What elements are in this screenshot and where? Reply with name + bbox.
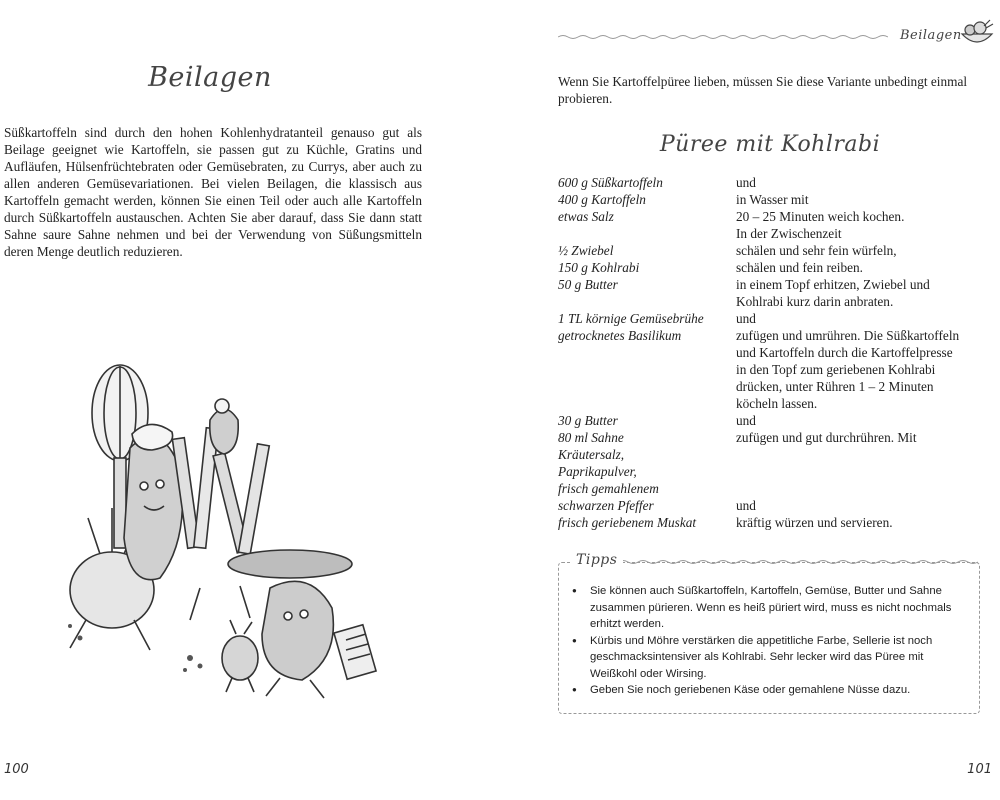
running-header: Beilagen xyxy=(900,28,962,43)
instruction: in Wasser mit xyxy=(736,192,809,207)
recipe-row xyxy=(558,310,982,327)
ingredient: 50 g Butter xyxy=(558,277,618,292)
instruction: und xyxy=(736,311,756,326)
ingredient xyxy=(558,225,736,242)
recipe-row xyxy=(558,259,982,276)
instruction: in einem Topf erhitzen, Zwiebel und xyxy=(736,277,930,292)
recipe-title: Püree mit Kohlrabi xyxy=(659,132,881,157)
vegetable-characters-illustration xyxy=(40,358,400,703)
page-number-left: 100 xyxy=(4,762,29,777)
recipe-row xyxy=(558,412,982,429)
ingredient: getrocknetes Basilikum xyxy=(558,328,682,343)
recipe-row xyxy=(558,327,982,344)
ingredient: frisch geriebenem Muskat xyxy=(558,515,697,530)
recipe-row xyxy=(558,514,982,531)
instruction: und xyxy=(736,175,756,190)
instruction: kräftig würzen und servieren. xyxy=(736,515,893,530)
recipe-steps xyxy=(558,174,982,531)
header-wavy-line xyxy=(558,32,888,42)
recipe-row xyxy=(558,497,982,514)
ingredient: 600 g Süßkartoffeln xyxy=(558,175,663,190)
instruction: schälen und fein reiben. xyxy=(736,260,864,275)
vegetable-basket-icon xyxy=(958,18,996,50)
instruction: schälen und sehr fein würfeln, xyxy=(736,243,897,258)
ingredient: 80 ml Sahne xyxy=(558,430,624,445)
instruction: In der Zwischenzeit xyxy=(736,226,842,241)
ingredient: ½ Zwiebel xyxy=(558,243,614,258)
ingredient: Kräutersalz, xyxy=(558,447,625,462)
recipe-row xyxy=(558,463,982,480)
ingredient: 150 g Kohlrabi xyxy=(558,260,640,275)
tips-label: Tipps xyxy=(570,552,623,568)
tip-item: ● Geben Sie noch geriebenen Käse oder gemahlene Nüsse dazu. xyxy=(572,682,972,699)
instruction: köcheln lassen. xyxy=(736,396,818,411)
instruction xyxy=(736,463,982,480)
fries-character xyxy=(172,399,269,620)
ingredient: etwas Salz xyxy=(558,209,614,224)
chapter-intro-text: Süßkartoffeln sind durch den hohen Kohlenhydratanteil genauso gut als Beilage geeignet wie Kartoffeln, sie passen gut zu Küchle, Gratins und Aufläufen, Hülsenfrüchtebraten oder Gemüsebraten, zu Currys, aber auch zu allen anderen Gemüsevariationen. Bei vielen Beilagen, die klassisch aus Kartoffeln gemacht werden, können Sie einen Teil oder auch alle Kartoffeln durch Süßkartoffeln austauschen. Achten Sie aber darauf, dass Sie dann statt Sahne saure Sahne nehmen und bei der Verwendung von Süßungsmitteln deren Menge deutlich reduzieren. xyxy=(4,125,422,259)
ingredient: 1 TL körnige Gemüsebrühe xyxy=(558,311,704,326)
ingredient: frisch gemahlenem xyxy=(558,481,659,496)
recipe-intro: Wenn Sie Kartoffelpüree lieben, müssen Sie diese Variante unbedingt einmal probieren. xyxy=(558,74,968,106)
tips-wavy-line xyxy=(618,558,978,566)
right-page xyxy=(500,0,1000,800)
ingredient xyxy=(558,395,736,412)
ingredient xyxy=(558,378,736,395)
instruction xyxy=(736,446,982,463)
instruction: 20 – 25 Minuten weich kochen. xyxy=(736,209,905,224)
ingredient: 30 g Butter xyxy=(558,413,618,428)
recipe-row xyxy=(558,378,982,395)
instruction xyxy=(736,480,982,497)
recipe-row xyxy=(558,293,982,310)
recipe-row xyxy=(558,361,982,378)
tip-item: ● Kürbis und Möhre verstärken die appetitliche Farbe, Sellerie ist noch geschmacksintensiver als Kohlrabi. Sehr lecker wird das Püree mit Weißkohl oder Wirsing. xyxy=(572,633,972,683)
instruction: zufügen und umrühren. Die Süßkartoffeln xyxy=(736,328,960,343)
instruction: in den Topf zum geriebenen Kohlrabi xyxy=(736,362,936,377)
ingredient: 400 g Kartoffeln xyxy=(558,192,646,207)
recipe-row xyxy=(558,344,982,361)
ingredient xyxy=(558,361,736,378)
recipe-row xyxy=(558,446,982,463)
recipe-row xyxy=(558,429,982,446)
instruction: und xyxy=(736,413,756,428)
tip-item: ● Sie können auch Süßkartoffeln, Kartoffeln, Gemüse, Butter und Sahne zusammen pürieren. Wenn es heiß püriert wird, muss es nicht nochmals erhitzt werden. xyxy=(572,583,972,633)
ingredient: schwarzen Pfeffer xyxy=(558,498,654,513)
ingredient xyxy=(558,344,736,361)
instruction: drücken, unter Rühren 1 – 2 Minuten xyxy=(736,379,934,394)
instruction: und Kartoffeln durch die Kartoffelpresse xyxy=(736,345,953,360)
recipe-row xyxy=(558,395,982,412)
recipe-row xyxy=(558,276,982,293)
recipe-row xyxy=(558,480,982,497)
instruction: und xyxy=(736,498,756,513)
ingredient: Paprikapulver, xyxy=(558,464,637,479)
recipe-row xyxy=(558,242,982,259)
recipe-row xyxy=(558,225,982,242)
tips-list xyxy=(572,583,972,699)
recipe-row xyxy=(558,208,982,225)
ingredient xyxy=(558,293,736,310)
recipe-row xyxy=(558,174,982,191)
instruction: zufügen und gut durchrühren. Mit xyxy=(736,430,917,445)
recipe-row xyxy=(558,191,982,208)
chapter-title: Beilagen xyxy=(148,62,272,93)
page-number-right: 101 xyxy=(967,762,992,777)
instruction: Kohlrabi kurz darin anbraten. xyxy=(736,294,894,309)
small-potato-character xyxy=(222,620,258,692)
